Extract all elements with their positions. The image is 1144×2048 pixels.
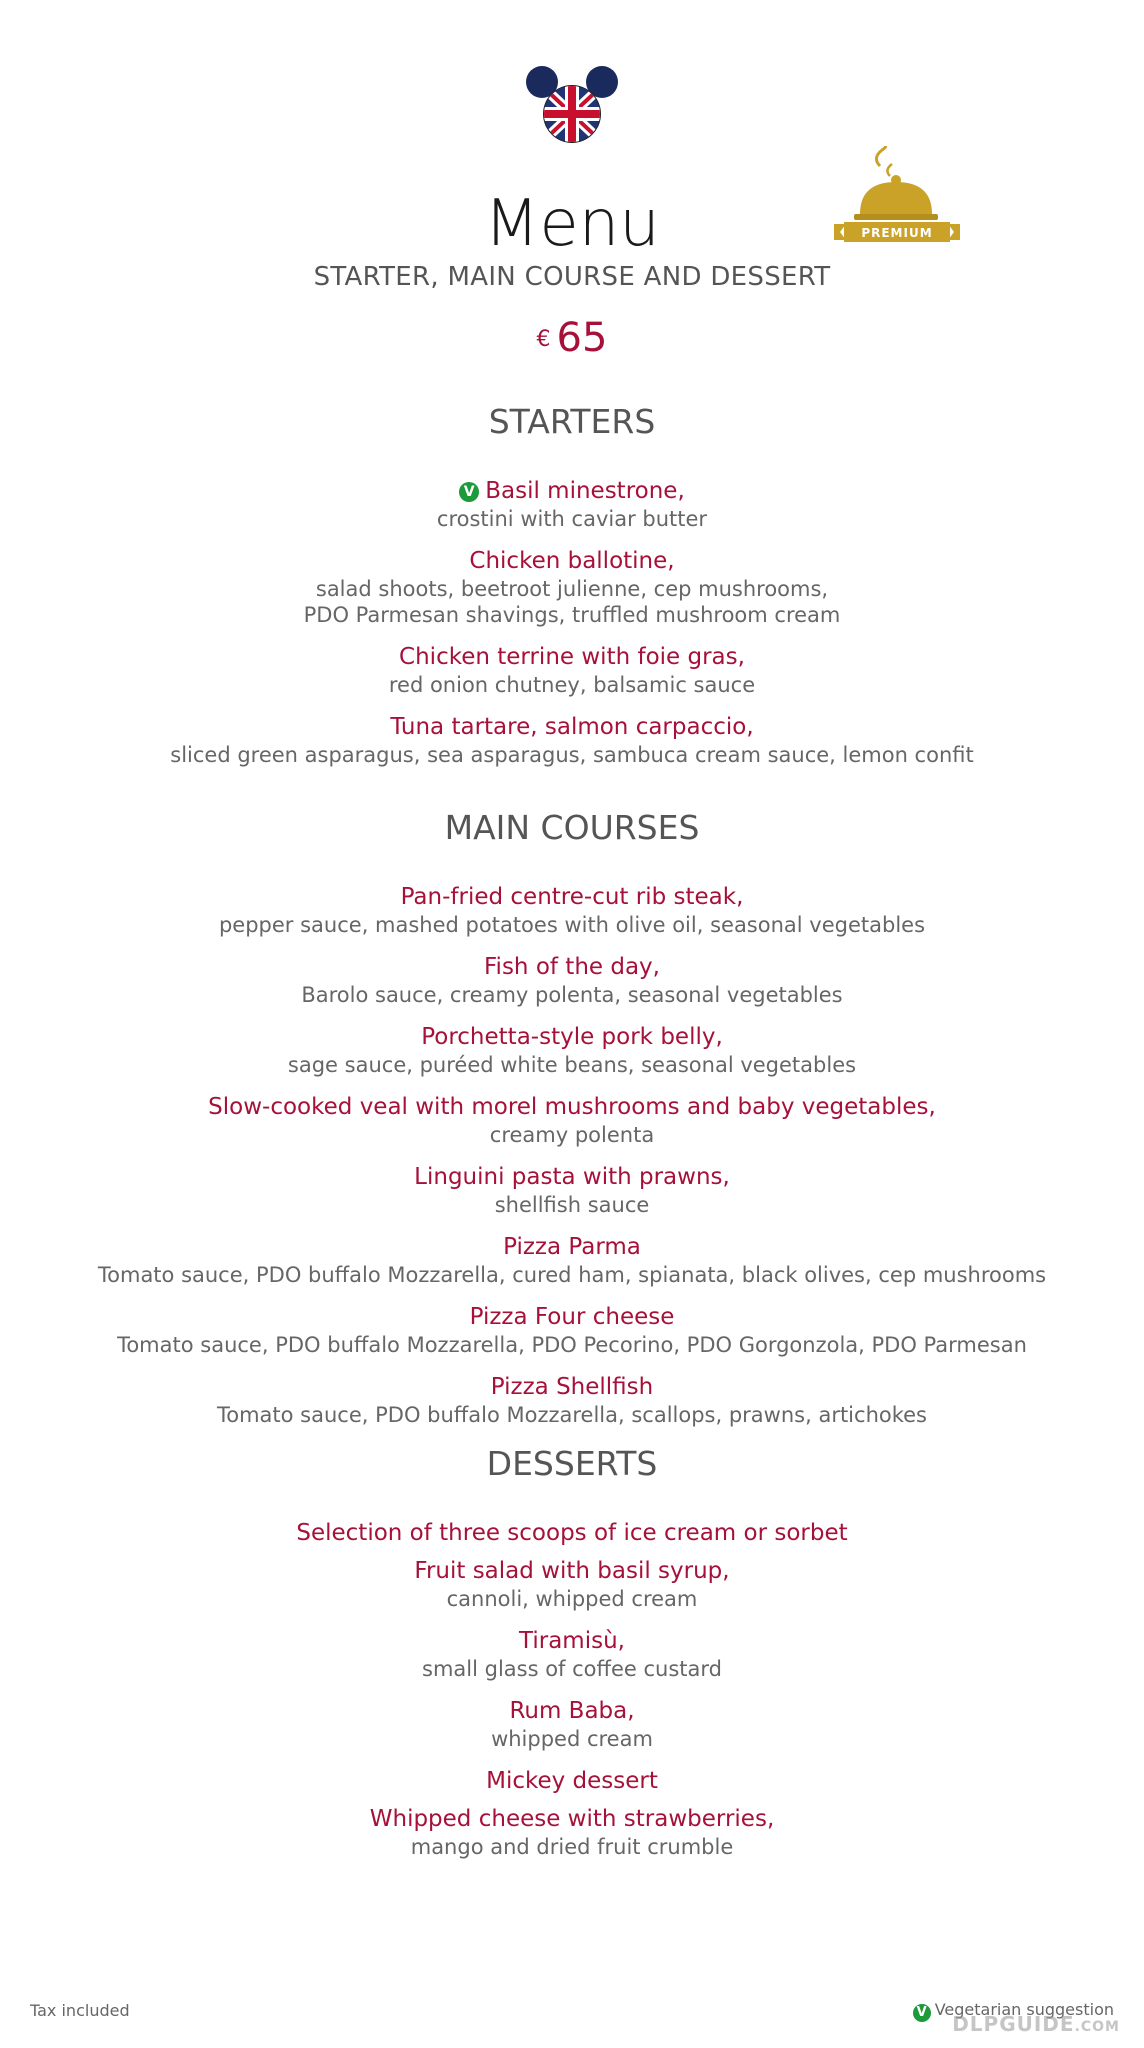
menu-item bbox=[0, 1804, 1144, 1860]
menu-item bbox=[0, 952, 1144, 1008]
menu-item bbox=[0, 546, 1144, 628]
menu-item-desc: salad shoots, beetroot julienne, cep mushrooms, bbox=[315, 577, 829, 601]
menu-item-desc: pepper sauce, mashed potatoes with olive oil, seasonal vegetables bbox=[218, 913, 926, 937]
price-value: 65 bbox=[556, 315, 608, 361]
menu-item-name: Pizza Shellfish bbox=[490, 1374, 654, 1400]
menu-item-name: Fruit salad with basil syrup, bbox=[414, 1558, 730, 1584]
menu-item-name: Linguini pasta with prawns, bbox=[414, 1164, 730, 1190]
menu-item-name: Pan-fried centre-cut rib steak, bbox=[400, 884, 744, 910]
vegetarian-legend-label: Vegetarian suggestion bbox=[934, 2000, 1114, 2019]
menu-item bbox=[0, 1766, 1144, 1796]
menu-item-name: Pizza Parma bbox=[503, 1234, 641, 1260]
menu-item-name: Slow-cooked veal with morel mushrooms and baby vegetables, bbox=[208, 1094, 936, 1120]
vegetarian-icon: V bbox=[913, 2004, 931, 2022]
menu-item-desc: cannoli, whipped cream bbox=[446, 1587, 698, 1611]
desserts-heading: DESSERTS bbox=[486, 1444, 658, 1483]
menu-item-name: Selection of three scoops of ice cream or sorbet bbox=[296, 1520, 848, 1546]
starters-heading: STARTERS bbox=[488, 402, 656, 441]
price-currency: € bbox=[536, 327, 551, 352]
menu-item bbox=[0, 1022, 1144, 1078]
menu-item-name: Rum Baba, bbox=[509, 1698, 635, 1724]
menu-item-desc: sage sauce, puréed white beans, seasonal vegetables bbox=[287, 1053, 857, 1077]
menu-item bbox=[0, 1518, 1144, 1548]
menu-item bbox=[0, 1232, 1144, 1288]
watermark: DLPGUIDE.COM bbox=[952, 2012, 1120, 2036]
menu-item bbox=[0, 1302, 1144, 1358]
menu-item-desc: creamy polenta bbox=[489, 1123, 655, 1147]
menu-item-desc: Tomato sauce, PDO buffalo Mozzarella, scallops, prawns, artichokes bbox=[216, 1403, 927, 1427]
menu-item-name: Tuna tartare, salmon carpaccio, bbox=[390, 714, 754, 740]
main-courses-heading: MAIN COURSES bbox=[444, 808, 700, 847]
menu-item bbox=[0, 1556, 1144, 1612]
menu-subtitle: STARTER, MAIN COURSE AND DESSERT bbox=[313, 262, 831, 292]
main-courses-section bbox=[0, 806, 1144, 1428]
menu-item-name: Porchetta-style pork belly, bbox=[421, 1024, 723, 1050]
premium-label: PREMIUM bbox=[861, 226, 933, 240]
menu-item-desc: red onion chutney, balsamic sauce bbox=[388, 673, 756, 697]
menu-item-desc: crostini with caviar butter bbox=[436, 507, 708, 531]
desserts-section bbox=[0, 1442, 1144, 1860]
menu-item-desc: shellfish sauce bbox=[494, 1193, 650, 1217]
vegetarian-icon: V bbox=[459, 482, 479, 502]
menu-item-desc: Barolo sauce, creamy polenta, seasonal vegetables bbox=[301, 983, 843, 1007]
menu-item bbox=[0, 1092, 1144, 1148]
menu-item-name: Mickey dessert bbox=[486, 1768, 658, 1794]
menu-price bbox=[0, 312, 1144, 364]
starters-section bbox=[0, 400, 1144, 768]
tax-note: Tax included bbox=[30, 2001, 130, 2020]
menu-item-desc: Tomato sauce, PDO buffalo Mozzarella, cured ham, spianata, black olives, cep mushrooms bbox=[97, 1263, 1047, 1287]
menu-item-name: Whipped cheese with strawberries, bbox=[369, 1806, 775, 1832]
menu-item-desc: PDO Parmesan shavings, truffled mushroom cream bbox=[303, 603, 841, 627]
menu-item bbox=[0, 1372, 1144, 1428]
menu-item-desc: mango and dried fruit crumble bbox=[410, 1835, 734, 1859]
menu-item bbox=[0, 642, 1144, 698]
menu-item bbox=[0, 1162, 1144, 1218]
menu-item-name: Chicken terrine with foie gras, bbox=[399, 644, 745, 670]
menu-item bbox=[0, 712, 1144, 768]
mickey-union-jack-icon bbox=[524, 62, 620, 146]
menu-item-name: Chicken ballotine, bbox=[469, 548, 675, 574]
page-title: Menu bbox=[484, 187, 660, 261]
menu-item bbox=[0, 1626, 1144, 1682]
menu-item-name: V Basil minestrone, bbox=[0, 476, 1144, 506]
menu-item bbox=[0, 1696, 1144, 1752]
menu-item-desc: sliced green asparagus, sea asparagus, sambuca cream sauce, lemon confit bbox=[170, 743, 974, 767]
menu-item bbox=[0, 476, 1144, 532]
menu-item-name: Pizza Four cheese bbox=[469, 1304, 675, 1330]
menu-item-desc: Tomato sauce, PDO buffalo Mozzarella, PDO Pecorino, PDO Gorgonzola, PDO Parmesan bbox=[117, 1333, 1027, 1357]
menu-item-desc: small glass of coffee custard bbox=[422, 1657, 722, 1681]
menu-item-desc: whipped cream bbox=[491, 1727, 653, 1751]
menu-item-name: Tiramisù, bbox=[519, 1628, 625, 1654]
menu-item-name: Fish of the day, bbox=[484, 954, 660, 980]
menu-item bbox=[0, 882, 1144, 938]
